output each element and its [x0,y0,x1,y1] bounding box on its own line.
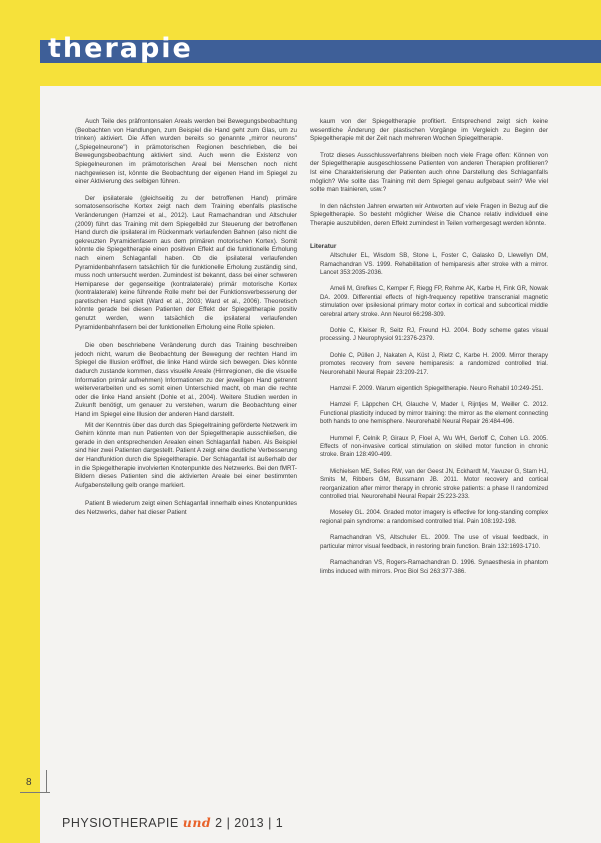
journal-name: PHYSIOTHERAPIE [62,816,179,830]
reference-item: Ramachandran VS, Altschuler EL. 2009. The use of visual feedback, in particular mirror visual feedback, in restoring brain function. Brain 132:1693-1710. [320,534,548,550]
reference-list [310,252,548,576]
page-number-rule [20,792,50,793]
paragraph: Auch Teile des präfrontonsalen Areals werden bei Bewegungsbeobachtung (Beobachten von Handlungen, zum Beispiel die Hand geht zum Glas, um zu trinken) aktiviert. Die Affen wurden bereits so genannte „mirror neurons" („Spiegelneurone") in prämotorischen Regionen beschrieben, die bei Bewegungsbeobachtung aktiviert sind. Auch wenn die Existenz von Spiegelneuronen im prämotorischen Areal bei Menschen noch nicht nachgewiesen ist, könnte die Beobachtung der eigenen Hand im Spiegel zu einer Aktivierung des selbigen führen. [75,118,297,186]
paragraph: Der ipsilaterale (gleichseitig zu der betroffenen Hand) primäre somatosensorische Kortex zeigt nach dem Training ebenfalls plastische Veränderungen (Hamzei et al., 2012). Laut Ramachandran und Altschuler (2009) führt das Training mit dem Spiegelbild zur Steuerung der betroffenen Hand durch die ipsilateral im Rückenmark verlaufenden Bahnen (also nicht die gekreuzten Pyramidenfasern aus dem primären motorischen Kortex). Somit könnte die Spiegeltherapie einen positiven Effekt auf die funktionelle Erholung nach einem Schlaganfall haben. Ob die ipsilateral verlaufenden Pyramidenbahnfasern tatsächlich für die funktionelle Erholung zuständig sind, muss noch untersucht werden. Zumindest ist bekannt, dass bei einer schweren Hemiparese der gegenseitige (kontralaterale) primär motorische Kortex (kontralaterale) keine führende Rolle mehr bei der Funktionsverbesserung der paretischen Hand spielt (Ward et al., 2003; Ward et al., 2006). Theoretisch könnte gerade bei diesen Patienten der Effekt der Spiegeltherapie positiv genutzt werden, wenn tatsächlich die ipsilateral verlaufenden Pyramidenbahnfasern bei der funktionellen Erholung eine Rolle spielen. [75,194,297,331]
footer [62,815,283,830]
literature-heading: Literatur [310,242,337,250]
paragraph: Die oben beschriebene Veränderung durch das Training beschreiben jedoch nicht, warum die Beobachtung der Bewegung der rechten Hand im Spiegel die Illusion eröffnet, die linke Hand würde sich bewegen. Dies könnte dadurch zustande kommen, dass visuelle Areale (Hirnregionen, die die visuelle Information primär aufnehmen) Informationen zu der jeweiligen Hand getrennt weiterverarbeiten und es somit einen Unterschied macht, ob man die rechte oder die linke Hand ansieht (Dohle et al., 2004). Weitere Studien werden in Zukunft benötigt, um genauer zu verstehen, warum die Beobachtung einer Hand im Spiegel eine Illusion der anderen Hand darstellt. [75,342,297,418]
left-column [75,118,297,526]
paragraph: Mit der Kenntnis über das durch das Spiegeltraining geförderte Netzwerk im Gehirn könnte man nun Patienten von der Spiegeltherapie ausschließen, die gerade in den entsprechenden Arealen einen Schlaganfall haben. Als Beispiel sind hier zwei Patienten dargestellt. Patient A zeigt eine deutliche Verbesserung der Handfunktion durch die Spiegeltherapie. Der Schlaganfall ist außerhalb der in die Spiegeltherapie involvierten Knotenpunkte des Netzwerks. Bei den fMRT-Bildern dieses Patienten sind die aktivierten Areale bei einer bestimmten Aufgabenstellung gelb orange markiert. [75,421,297,489]
reference-item: Hamzei F. 2009. Warum eigentlich Spiegeltherapie. Neuro Rehabil 10:249-251. [330,385,544,392]
journal-und: und [182,815,212,830]
paragraph: Patient B wiederum zeigt einen Schlaganfall innerhalb eines Knotenpunktes des Netzwerks, daher hat dieser Patient [75,500,297,516]
right-column [310,118,548,584]
reference-item: Ameli M, Grefkes C, Kemper F, Riegg FP, Rehme AK, Karbe H, Fink GR, Nowak DA. 2009. Differential effects of high-frequency repetitive transcranial magnetic stimulation over ipsilesional primary motor cortex in cortical and subcortical middle cerebral artery stroke. Ann Neurol 66:298-309. [320,285,548,318]
reference-item: Michielsen ME, Selles RW, van der Geest JN, Eckhardt M, Yavuzer G, Stam HJ, Smits M, Ribbers GM, Bussmann JB. 2011. Motor recovery and cortical reorganization after mirror therapy in chronic stroke patients: a phase II randomized controlled trial. Neurorehabil Neural Repair 25:223-233. [320,467,548,501]
paragraph: In den nächsten Jahren erwarten wir Antworten auf viele Fragen in Bezug auf die Spiegeltherapie. So besteht möglicher Weise die Chance relativ individuell eine Therapie auszubilden, deren Effekt zumindest in Teilen vorhergesagt werden könnte. [310,202,548,227]
reference-item: Hummel F, Celnik P, Giraux P, Floel A, Wu WH, Gerloff C, Cohen LG. 2005. Effects of non-invasive cortical stimulation on skilled motor function in chronic stroke. Brain 128:490-499. [320,434,548,459]
left-margin-band [0,86,40,843]
reference-item: Hamzei F, Läppchen CH, Glauche V, Mader I, Rijntjes M, Weiller C. 2012. Functional plasticity induced by mirror training: the mirror as the element connecting both hands to one hemisphere. Neurorehabil Neural Repair 26:484-496. [320,401,548,426]
paragraph: Trotz dieses Ausschlussverfahrens bleiben noch viele Frage offen: Können von der Spiegeltherapie ausgeschlossene Patienten von anderen Therapien profitieren? Ist eine Charakterisierung der Patienten auch ohne Darstellung des Schlaganfalls möglich? Wie sollte das Training mit dem Spiegel genau aufgebaut sein? Wie viel sollte man trainieren, usw.? [310,151,548,194]
reference-item: Dohle C, Kleiser R, Seitz RJ, Freund HJ. 2004. Body scheme gates visual processing. J Neurophysiol 91:2376-2379. [320,326,548,343]
journal-issue: 2 | 2013 | 1 [215,816,284,830]
section-title: therapie [48,33,193,64]
reference-item: Dohle C, Püllen J, Nakaten A, Küst J, Rietz C, Karbe H. 2009. Mirror therapy promotes recovery from severe hemiparesis: a randomized controlled trial. Neurorehabil Neural Repair 23:209-217. [320,351,548,376]
paragraph: kaum von der Spiegeltherapie profitiert. Entsprechend zeigt sich keine wesentliche Änderung der plastischen Vorgänge im Vergleich zu Beginn der Spiegeltherapie mit der Zeit nach mehreren Wochen Spiegeltherapie. [310,118,548,143]
reference-item: Moseley GL. 2004. Graded motor imagery is effective for long-standing complex regional pain syndrome: a randomised controlled trial. Pain 108:192-198. [320,509,548,525]
reference-item: Altschuler EL, Wisdom SB, Stone L, Foster C, Galasko D, Llewellyn DM, Ramachandran VS. 1999. Rehabilitation of hemiparesis after stroke with a mirror. Lancet 353:2035-2036. [320,252,548,276]
page-number: 8 [26,777,32,788]
page-number-rule-vertical [46,770,47,792]
reference-item: Ramachandran VS, Rogers-Ramachandran D. 1996. Synaesthesia in phantom limbs induced with mirrors. Proc Biol Sci 263:377-386. [320,559,548,575]
